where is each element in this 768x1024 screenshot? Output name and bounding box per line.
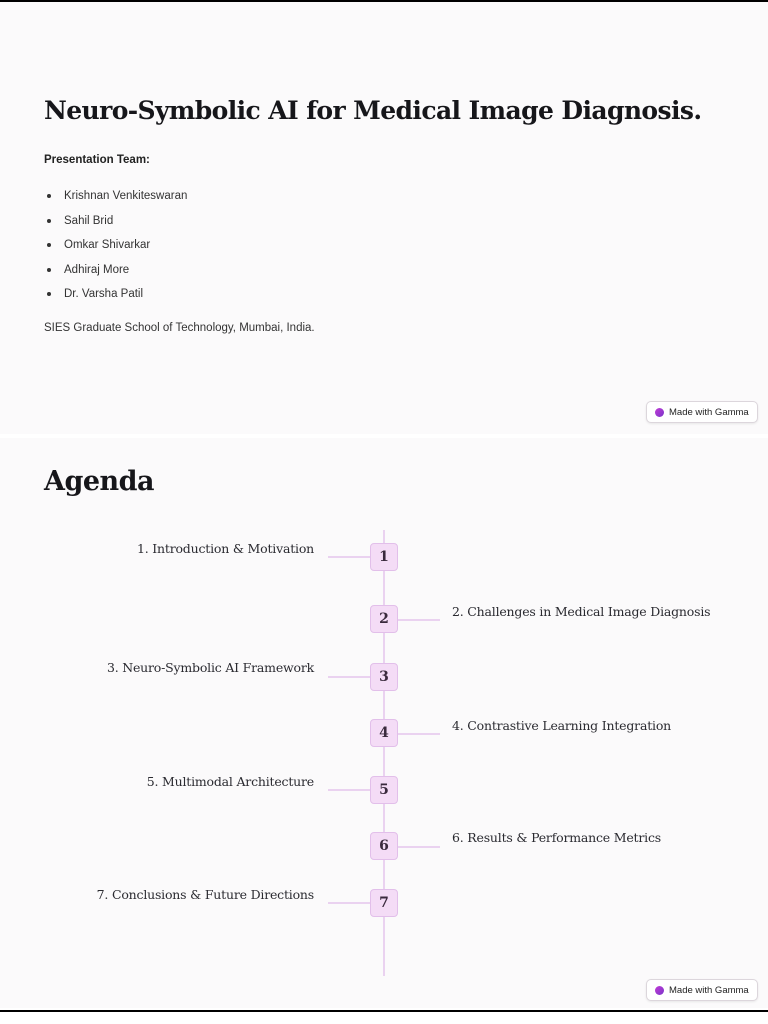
team-list — [44, 188, 187, 311]
gamma-logo-icon — [655, 986, 664, 995]
timeline-node-7: 7 — [370, 889, 398, 917]
badge-label: Made with Gamma — [669, 984, 749, 996]
agenda-item-6: 6. Results & Performance Metrics — [452, 830, 661, 845]
made-with-gamma-badge[interactable] — [646, 979, 758, 1001]
agenda-item-1: 1. Introduction & Motivation — [137, 541, 314, 556]
slide-title: Neuro-Symbolic AI for Medical Image Diagnosis. — [44, 96, 702, 125]
timeline-node-6: 6 — [370, 832, 398, 860]
timeline-connector — [398, 619, 440, 621]
timeline-node-5: 5 — [370, 776, 398, 804]
agenda-item-5: 5. Multimodal Architecture — [146, 774, 314, 789]
timeline-node-1: 1 — [370, 543, 398, 571]
bottom-border — [0, 1010, 768, 1012]
institution: SIES Graduate School of Technology, Mumbai, India. — [44, 322, 315, 334]
gamma-logo-icon — [655, 408, 664, 417]
timeline-connector — [328, 676, 370, 678]
title-slide — [0, 2, 768, 434]
timeline-connector — [328, 902, 370, 904]
timeline-connector — [328, 556, 370, 558]
badge-label: Made with Gamma — [669, 406, 749, 418]
team-member: Dr. Varsha Patil — [44, 286, 187, 311]
timeline-node-3: 3 — [370, 663, 398, 691]
team-member: Adhiraj More — [44, 262, 187, 287]
made-with-gamma-badge[interactable] — [646, 401, 758, 423]
timeline-node-2: 2 — [370, 605, 398, 633]
team-member: Krishnan Venkiteswaran — [44, 188, 187, 213]
timeline-connector — [398, 846, 440, 848]
team-member: Omkar Shivarkar — [44, 237, 187, 262]
team-label: Presentation Team: — [44, 154, 150, 166]
agenda-item-3: 3. Neuro-Symbolic AI Framework — [106, 660, 314, 675]
team-member: Sahil Brid — [44, 213, 187, 238]
agenda-item-7: 7. Conclusions & Future Directions — [96, 887, 314, 902]
agenda-item-2: 2. Challenges in Medical Image Diagnosis — [452, 604, 711, 619]
timeline-node-4: 4 — [370, 719, 398, 747]
timeline-connector — [328, 789, 370, 791]
agenda-title: Agenda — [44, 466, 155, 497]
agenda-item-4: 4. Contrastive Learning Integration — [452, 718, 671, 733]
timeline-connector — [398, 733, 440, 735]
